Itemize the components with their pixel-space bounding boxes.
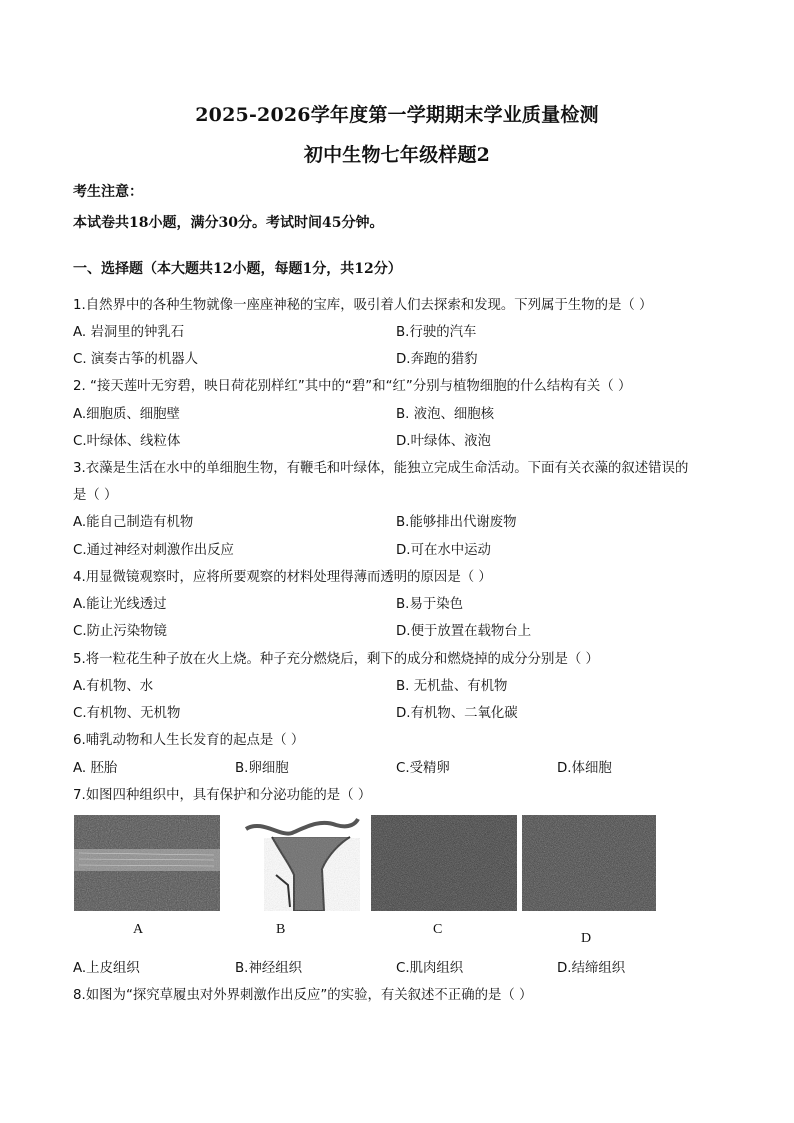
question-1-option-c: C. 演奏古筝的机器人 bbox=[73, 352, 198, 367]
question-2-option-c: C.叶绿体、线粒体 bbox=[73, 434, 181, 449]
question-3-option-d: D.可在水中运动 bbox=[396, 543, 491, 558]
tissue-image-b bbox=[232, 815, 360, 911]
question-3-option-b: B.能够排出代谢废物 bbox=[396, 515, 517, 530]
question-6-option-c: C.受精卵 bbox=[396, 761, 450, 776]
question-2-option-a: A.细胞质、细胞壁 bbox=[73, 407, 180, 422]
question-1-option-a: A. 岩洞里的钟乳石 bbox=[73, 325, 185, 340]
notice-text: 本试卷共18小题，满分30分。考试时间45分钟。 bbox=[73, 215, 384, 231]
question-7-option-a: A.上皮组织 bbox=[73, 961, 140, 976]
question-4-stem: 4.用显微镜观察时，应将所要观察的材料处理得薄而透明的原因是（ ） bbox=[73, 570, 492, 585]
section-title: 一、选择题（本大题共12小题，每题1分，共12分） bbox=[73, 261, 402, 277]
tissue-image-a bbox=[74, 815, 220, 911]
question-2-option-d: D.叶绿体、液泡 bbox=[396, 434, 491, 449]
question-3-stem-continued: 是（ ） bbox=[73, 488, 118, 503]
question-6-option-a: A. 胚胎 bbox=[73, 761, 118, 776]
exam-title: 2025-2026学年度第一学期期末学业质量检测 bbox=[195, 104, 599, 126]
question-3-option-c: C.通过神经对刺激作出反应 bbox=[73, 543, 234, 558]
question-7-option-d: D.结缔组织 bbox=[557, 961, 626, 976]
question-6-option-d: D.体细胞 bbox=[557, 761, 612, 776]
question-3-stem: 3.衣藻是生活在水中的单细胞生物，有鞭毛和叶绿体，能独立完成生命活动。下面有关衣藻的叙述错误的 bbox=[73, 461, 689, 476]
question-6-option-b: B.卵细胞 bbox=[235, 761, 289, 776]
question-5-option-a: A.有机物、水 bbox=[73, 679, 154, 694]
question-7-option-c: C.肌肉组织 bbox=[396, 961, 464, 976]
question-6-stem: 6.哺乳动物和人生长发育的起点是（ ） bbox=[73, 733, 305, 748]
question-7-stem: 7.如图四种组织中，具有保护和分泌功能的是（ ） bbox=[73, 788, 372, 803]
question-1-option-d: D.奔跑的猎豹 bbox=[396, 352, 478, 367]
notice-heading: 考生注意： bbox=[73, 184, 143, 200]
question-2-option-b: B. 液泡、细胞核 bbox=[396, 407, 495, 422]
question-5-option-b: B. 无机盐、有机物 bbox=[396, 679, 508, 694]
question-4-option-b: B.易于染色 bbox=[396, 597, 464, 612]
question-3-option-a: A.能自己制造有机物 bbox=[73, 515, 194, 530]
question-7-option-b: B.神经组织 bbox=[235, 961, 303, 976]
figure-label-a: A bbox=[133, 922, 144, 937]
figure-label-d: D bbox=[581, 931, 592, 946]
question-5-option-d: D.有机物、二氧化碳 bbox=[396, 706, 518, 721]
question-5-option-c: C.有机物、无机物 bbox=[73, 706, 181, 721]
tissue-image-d bbox=[522, 815, 656, 911]
figure-label-b: B bbox=[276, 922, 286, 937]
question-4-option-c: C.防止污染物镜 bbox=[73, 624, 167, 639]
question-2-stem: 2. “接天莲叶无穷碧，映日荷花别样红”其中的“碧”和“红”分别与植物细胞的什么结构有关（ ） bbox=[73, 379, 632, 394]
tissue-image-c bbox=[371, 815, 517, 911]
question-4-option-d: D.便于放置在载物台上 bbox=[396, 624, 532, 639]
question-4-option-a: A.能让光线透过 bbox=[73, 597, 167, 612]
figure-label-c: C bbox=[433, 922, 443, 937]
question-8-stem: 8.如图为“探究草履虫对外界刺激作出反应”的实验，有关叙述不正确的是（ ） bbox=[73, 988, 533, 1003]
exam-subtitle: 初中生物七年级样题2 bbox=[303, 144, 491, 166]
question-5-stem: 5.将一粒花生种子放在火上烧。种子充分燃烧后，剩下的成分和燃烧掉的成分分别是（ ） bbox=[73, 652, 599, 667]
question-1-option-b: B.行驶的汽车 bbox=[396, 325, 477, 340]
question-1-stem: 1.自然界中的各种生物就像一座座神秘的宝库，吸引着人们去探索和发现。下列属于生物的是（ ） bbox=[73, 298, 653, 313]
